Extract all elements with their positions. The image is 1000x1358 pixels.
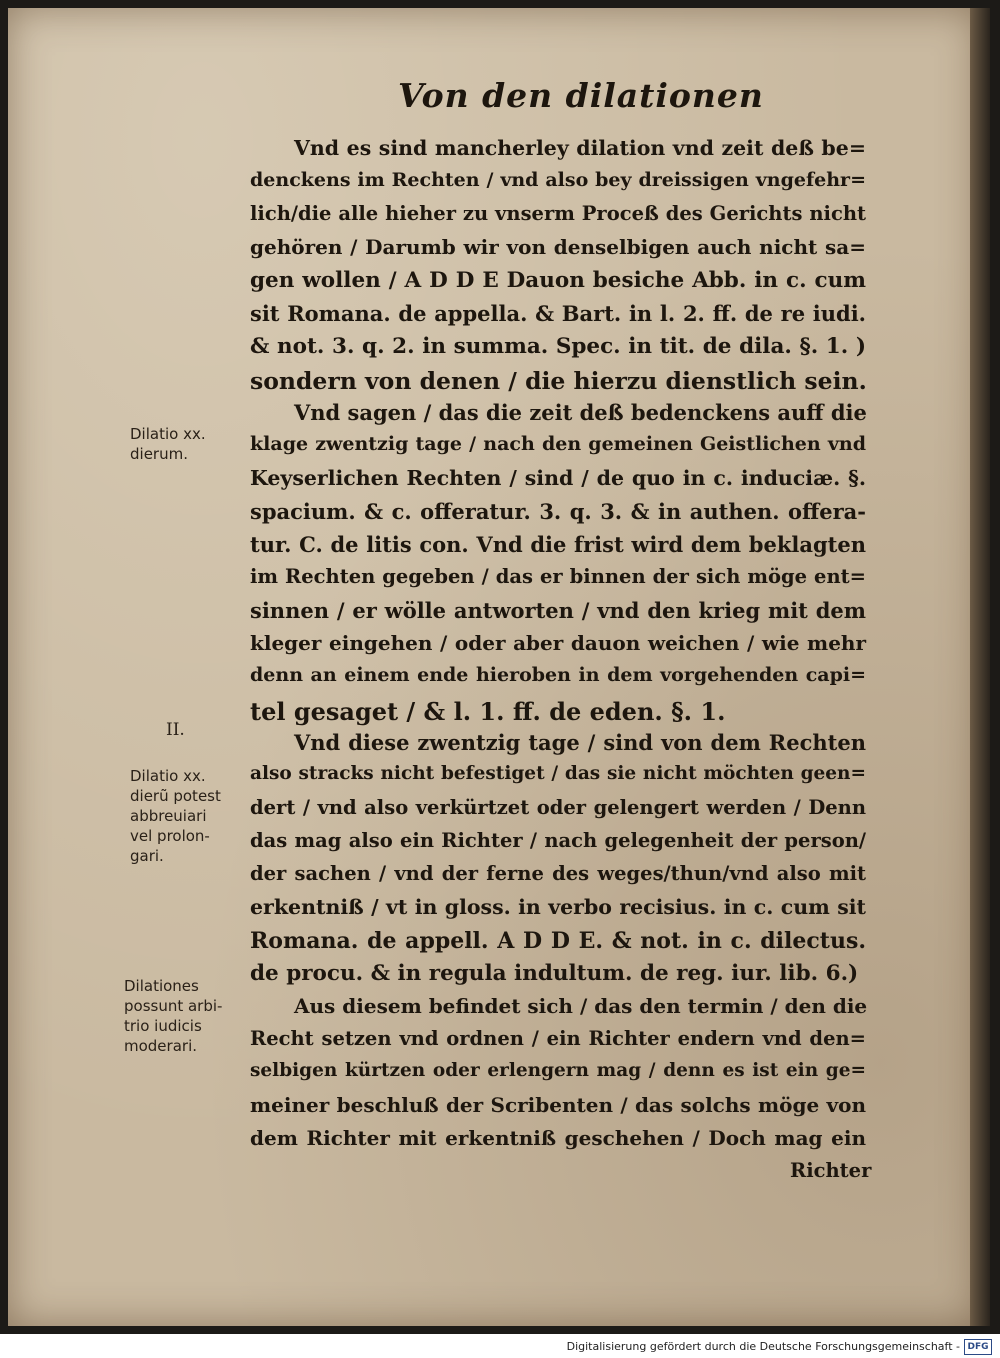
body-line: selbigen kürtzen oder erlengern mag / denn es ist ein ge=	[250, 1060, 866, 1081]
body-line: Recht setzen vnd ordnen / ein Richter endern vnd den=	[250, 1027, 866, 1050]
body-line: denckens im Rechten / vnd also bey dreissigen vngefehr=	[250, 169, 866, 191]
body-line: gehören / Darumb wir von denselbigen auch nicht sa=	[250, 235, 866, 259]
body-line: kleger eingehen / oder aber dauon weichen / wie mehr	[250, 631, 866, 655]
margin-note-line: Dilatio xx.	[130, 425, 206, 443]
margin-note-line: possunt arbi-	[124, 997, 223, 1015]
body-line: dem Richter mit erkentniß geschehen / Doch mag ein	[250, 1126, 866, 1150]
page-heading: Von den dilationen	[398, 76, 764, 115]
body-line: dert / vnd also verkürtzet oder gelengert werden / Denn	[250, 796, 866, 819]
body-line: also stracks nicht befestiget / das sie nicht möchten geen=	[250, 763, 866, 784]
margin-note-line: vel prolon-	[130, 827, 210, 845]
body-line: der sachen / vnd der ferne des weges/thun/vnd also mit	[250, 862, 866, 885]
body-line: Aus diesem befindet sich / das den termin / den die	[294, 994, 868, 1018]
body-line: sondern von denen / die hierzu dienstlich sein.	[250, 367, 867, 395]
section-number: II.	[166, 720, 185, 740]
margin-note-line: trio iudicis	[124, 1017, 202, 1035]
body-line: im Rechten gegeben / das er binnen der sich möge ent=	[250, 565, 866, 588]
body-line: tel gesaget / & l. 1. ff. de eden. §. 1.	[250, 697, 726, 726]
margin-note-line: dierum.	[130, 445, 188, 463]
body-line: klage zwentzig tage / nach den gemeinen Geistlichen vnd	[250, 433, 866, 455]
margin-note-line: dierũ potest	[130, 787, 221, 805]
body-line: erkentniß / vt in gloss. in verbo recisius. in c. cum sit	[250, 895, 866, 919]
body-line: Vnd sagen / das die zeit deß bedenckens auff die	[294, 400, 867, 425]
page-edge	[970, 8, 990, 1326]
body-line: das mag also ein Richter / nach gelegenheit der person/	[250, 829, 866, 852]
margin-note-dilatio-abbreuiari	[130, 766, 221, 866]
body-line: tur. C. de litis con. Vnd die frist wird dem beklagten	[250, 532, 866, 557]
margin-note-line: moderari.	[124, 1037, 198, 1055]
dfg-logo-icon: DFG	[964, 1339, 992, 1355]
margin-note-line: Dilatio xx.	[130, 767, 206, 785]
body-line: Vnd diese zwentzig tage / sind von dem Rechten	[294, 730, 866, 755]
margin-note-line: Dilationes	[124, 977, 199, 995]
body-line: Romana. de appell. A D D E. & not. in c. dilectus.	[250, 928, 866, 954]
body-line: meiner beschluß der Scribenten / das solchs möge von	[250, 1093, 866, 1117]
body-line: sinnen / er wölle antworten / vnd den krieg mit dem	[250, 598, 866, 623]
margin-note-line: gari.	[130, 847, 164, 865]
catchword: Richter	[790, 1159, 872, 1182]
body-line: Vnd es sind mancherley dilation vnd zeit deß be=	[294, 136, 866, 160]
body-line: lich/die alle hieher zu vnserm Proceß des Gerichts nicht	[250, 202, 866, 225]
body-line: spacium. & c. offeratur. 3. q. 3. & in authen. offera-	[250, 499, 866, 524]
margin-note-line: abbreuiari	[130, 807, 207, 825]
margin-note-dilatio-xx-dierum	[130, 424, 206, 464]
body-line: de procu. & in regula indultum. de reg. iur. lib. 6.)	[250, 961, 859, 986]
funding-credit: Digitalisierung gefördert durch die Deutsche Forschungsgemeinschaft -	[566, 1340, 960, 1353]
body-line: gen wollen / A D D E Dauon besiche Abb. in c. cum	[250, 268, 866, 293]
body-line: denn an einem ende hieroben in dem vorgehenden capi=	[250, 664, 866, 686]
body-line: & not. 3. q. 2. in summa. Spec. in tit. de dila. §. 1. )	[250, 334, 866, 359]
body-line: sit Romana. de appella. & Bart. in l. 2. ff. de re iudi.	[250, 301, 866, 326]
body-line: Keyserlichen Rechten / sind / de quo in c. induciæ. §.	[250, 466, 866, 490]
margin-note-section-number	[166, 720, 185, 740]
margin-note-dilationes-moderari	[124, 976, 222, 1056]
